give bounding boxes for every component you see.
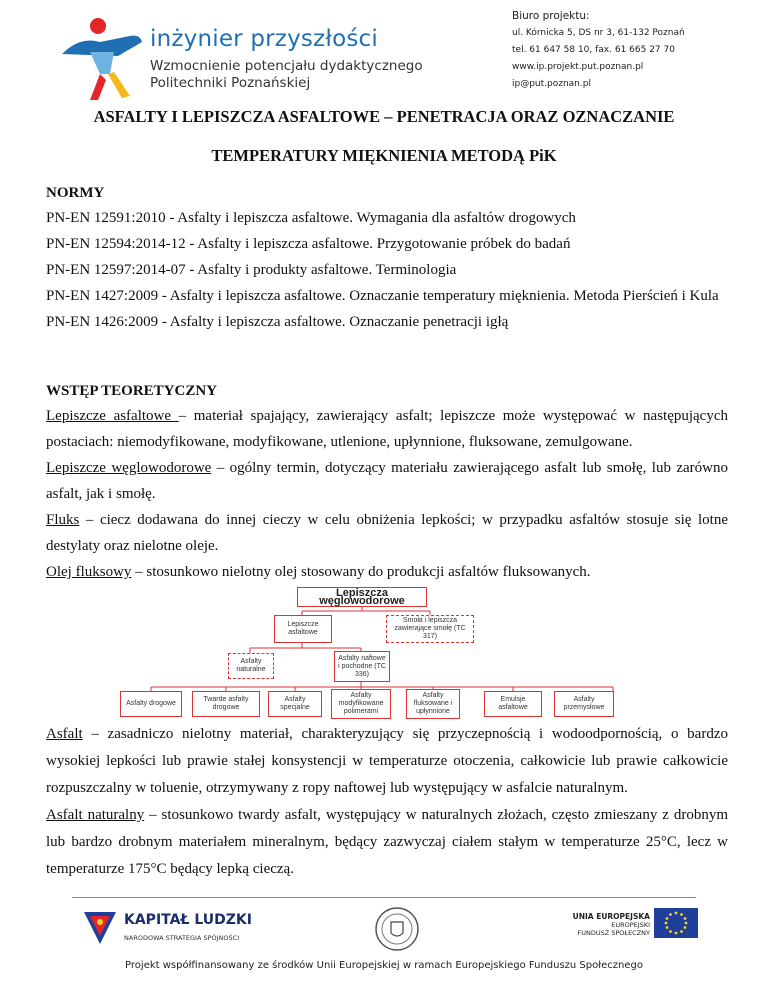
norms-list (46, 205, 728, 335)
document-title-line-2: TEMPERATURY MIĘKNIENIA METODĄ PiK (211, 146, 557, 165)
office-email: ip@put.poznan.pl (512, 79, 591, 89)
eu-fund-label-1: EUROPEJSKI (611, 921, 650, 929)
definition-paragraph (46, 802, 728, 883)
intro-heading: WSTĘP TEORETYCZNY (46, 383, 218, 399)
definition-term: Lepiszcze asfaltowe (46, 408, 179, 424)
definition-text: – stosunkowo twardy asfalt, występujący w naturalnych złożach, często zmieszany z drobnym lub bardzo drobnym materiałem mineralnym, będący zazwyczaj ciałem stałym w temperaturze 25°C, lecz w temperaturze 175°C będący lepką cieczą. (46, 807, 728, 877)
diagram-leaf: Asfalty fluksowane i upłynnione (406, 689, 460, 719)
definition-term: Olej fluksowy (46, 564, 132, 580)
footer-cofinancing-note: Projekt współfinansowany ze środków Unii Europejskiej w ramach Europejskiego Funduszu Społecznego (125, 960, 643, 971)
norm-item: PN-EN 12594:2014-12 - Asfalty i lepiszcza asfaltowe. Przygotowanie próbek do badań (46, 236, 571, 252)
logo-title: inżynier przyszłości (150, 26, 378, 52)
definition-term: Lepiszcze węglowodorowe (46, 460, 212, 476)
diagram-node-natural-asphalt: Asfalty naturalne (228, 653, 274, 679)
diagram-node-petroleum-asphalt: Asfalty naftowe i pochodne (TC 336) (334, 651, 390, 682)
diagram-leaf: Asfalty specjalne (268, 691, 322, 717)
norm-item: PN-EN 1426:2009 - Asfalty i lepiszcza asfaltowe. Oznaczanie penetracji igłą (46, 314, 509, 330)
human-capital-subtitle: NARODOWA STRATEGIA SPÓJNOŚCI (124, 934, 240, 942)
diagram-leaf: Asfalty drogowe (120, 691, 182, 717)
definition-text: – stosunkowo nielotny olej stosowany do produkcji asfaltów fluksowanych. (131, 564, 591, 580)
diagram-node-asphalt-binder: Lepiszcze asfaltowe (274, 615, 332, 643)
office-title: Biuro projektu: (512, 10, 590, 22)
engineer-figure-logo-icon (60, 14, 144, 100)
asphalt-definitions (46, 721, 728, 883)
definition-term: Fluks (46, 512, 80, 528)
definition-paragraph (46, 721, 728, 802)
definition-term: Asfalt naturalny (46, 807, 145, 823)
norm-item: PN-EN 12597:2014-07 - Asfalty i produkty asfaltowe. Terminologia (46, 262, 457, 278)
definition-paragraph (46, 559, 728, 585)
project-office-info (512, 8, 685, 93)
norms-heading: NORMY (46, 185, 105, 201)
definition-text: – materiał spajający, zawierający asfalt; lepiszcze może występować w następujących postaciach: niemodyfikowane, modyfikowane, utlenione, upłynnione, fluksowane, zemulgowane. (46, 408, 728, 450)
page-header (0, 0, 768, 100)
definition-term: Asfalt (46, 726, 83, 742)
diagram-leaf: Emulsje asfaltowe (484, 691, 542, 717)
diagram-leaf: Asfalty modyfikowane polimerami (331, 689, 391, 719)
definition-text: – ogólny termin, dotyczący materiału zawierającego asfalt lub smołę, lub zarówno asfalt, jak i smołę. (46, 460, 728, 502)
logo-subtitle-1: Wzmocnienie potencjału dydaktycznego (150, 58, 423, 74)
diagram-leaf: Twarde asfalty drogowe (192, 691, 260, 717)
office-address: ul. Kórnicka 5, DS nr 3, 61-132 Poznań (512, 28, 685, 38)
logo-subtitle-2: Politechniki Poznańskiej (150, 75, 311, 91)
diagram-node-root: Lepiszcza węglowodorowe (297, 587, 427, 607)
eu-text-block (560, 912, 650, 937)
norm-item: PN-EN 1427:2009 - Asfalty i lepiszcza asfaltowe. Oznaczanie temperatury mięknienia. Metoda Pierścień i Kula (46, 288, 719, 304)
office-phone: tel. 61 647 58 10, fax. 61 665 27 70 (512, 45, 675, 55)
definition-text: – ciecz dodawana do innej cieczy w celu obniżenia lepkości; w przypadku asfaltów stosuje się lotne destylaty oraz nielotne oleje. (46, 512, 728, 554)
document-title-line-1: ASFALTY I LEPISZCZA ASFALTOWE – PENETRACJA ORAZ OZNACZANIE (93, 107, 675, 126)
human-capital-logo-icon (80, 908, 120, 948)
definition-paragraph (46, 455, 728, 507)
norm-item: PN-EN 12591:2010 - Asfalty i lepiszcza asfaltowe. Wymagania dla asfaltów drogowych (46, 210, 576, 226)
diagram-node-tar-binders: Smoła i lepiszcza zawierające smołę (TC 317) (386, 615, 474, 643)
intro-definitions (46, 403, 728, 585)
university-seal-icon (374, 906, 420, 952)
definition-paragraph (46, 403, 728, 455)
diagram-leaf: Asfalty przemysłowe (554, 691, 614, 717)
definition-text: – zasadniczo nielotny materiał, charakteryzujący się przyczepnością i wodoodpornością, o bardzo wysokiej lepkości lub prawie stałej konsystencji w temperaturze otoczenia, całkowicie lub prawie całkowicie rozpuszczalny w toluenie, otrzymywany z ropy naftowej lub występujący w asfalcie naturalnym. (46, 726, 728, 796)
eu-flag-icon (654, 908, 698, 938)
eu-fund-label-2: FUNDUSZ SPOŁECZNY (577, 929, 650, 937)
eu-label: UNIA EUROPEJSKA (572, 912, 650, 921)
footer-divider (72, 897, 696, 898)
human-capital-title: KAPITAŁ LUDZKI (124, 912, 252, 928)
definition-paragraph (46, 507, 728, 559)
binder-classification-diagram (114, 585, 654, 720)
office-website: www.ip.projekt.put.poznan.pl (512, 62, 644, 72)
